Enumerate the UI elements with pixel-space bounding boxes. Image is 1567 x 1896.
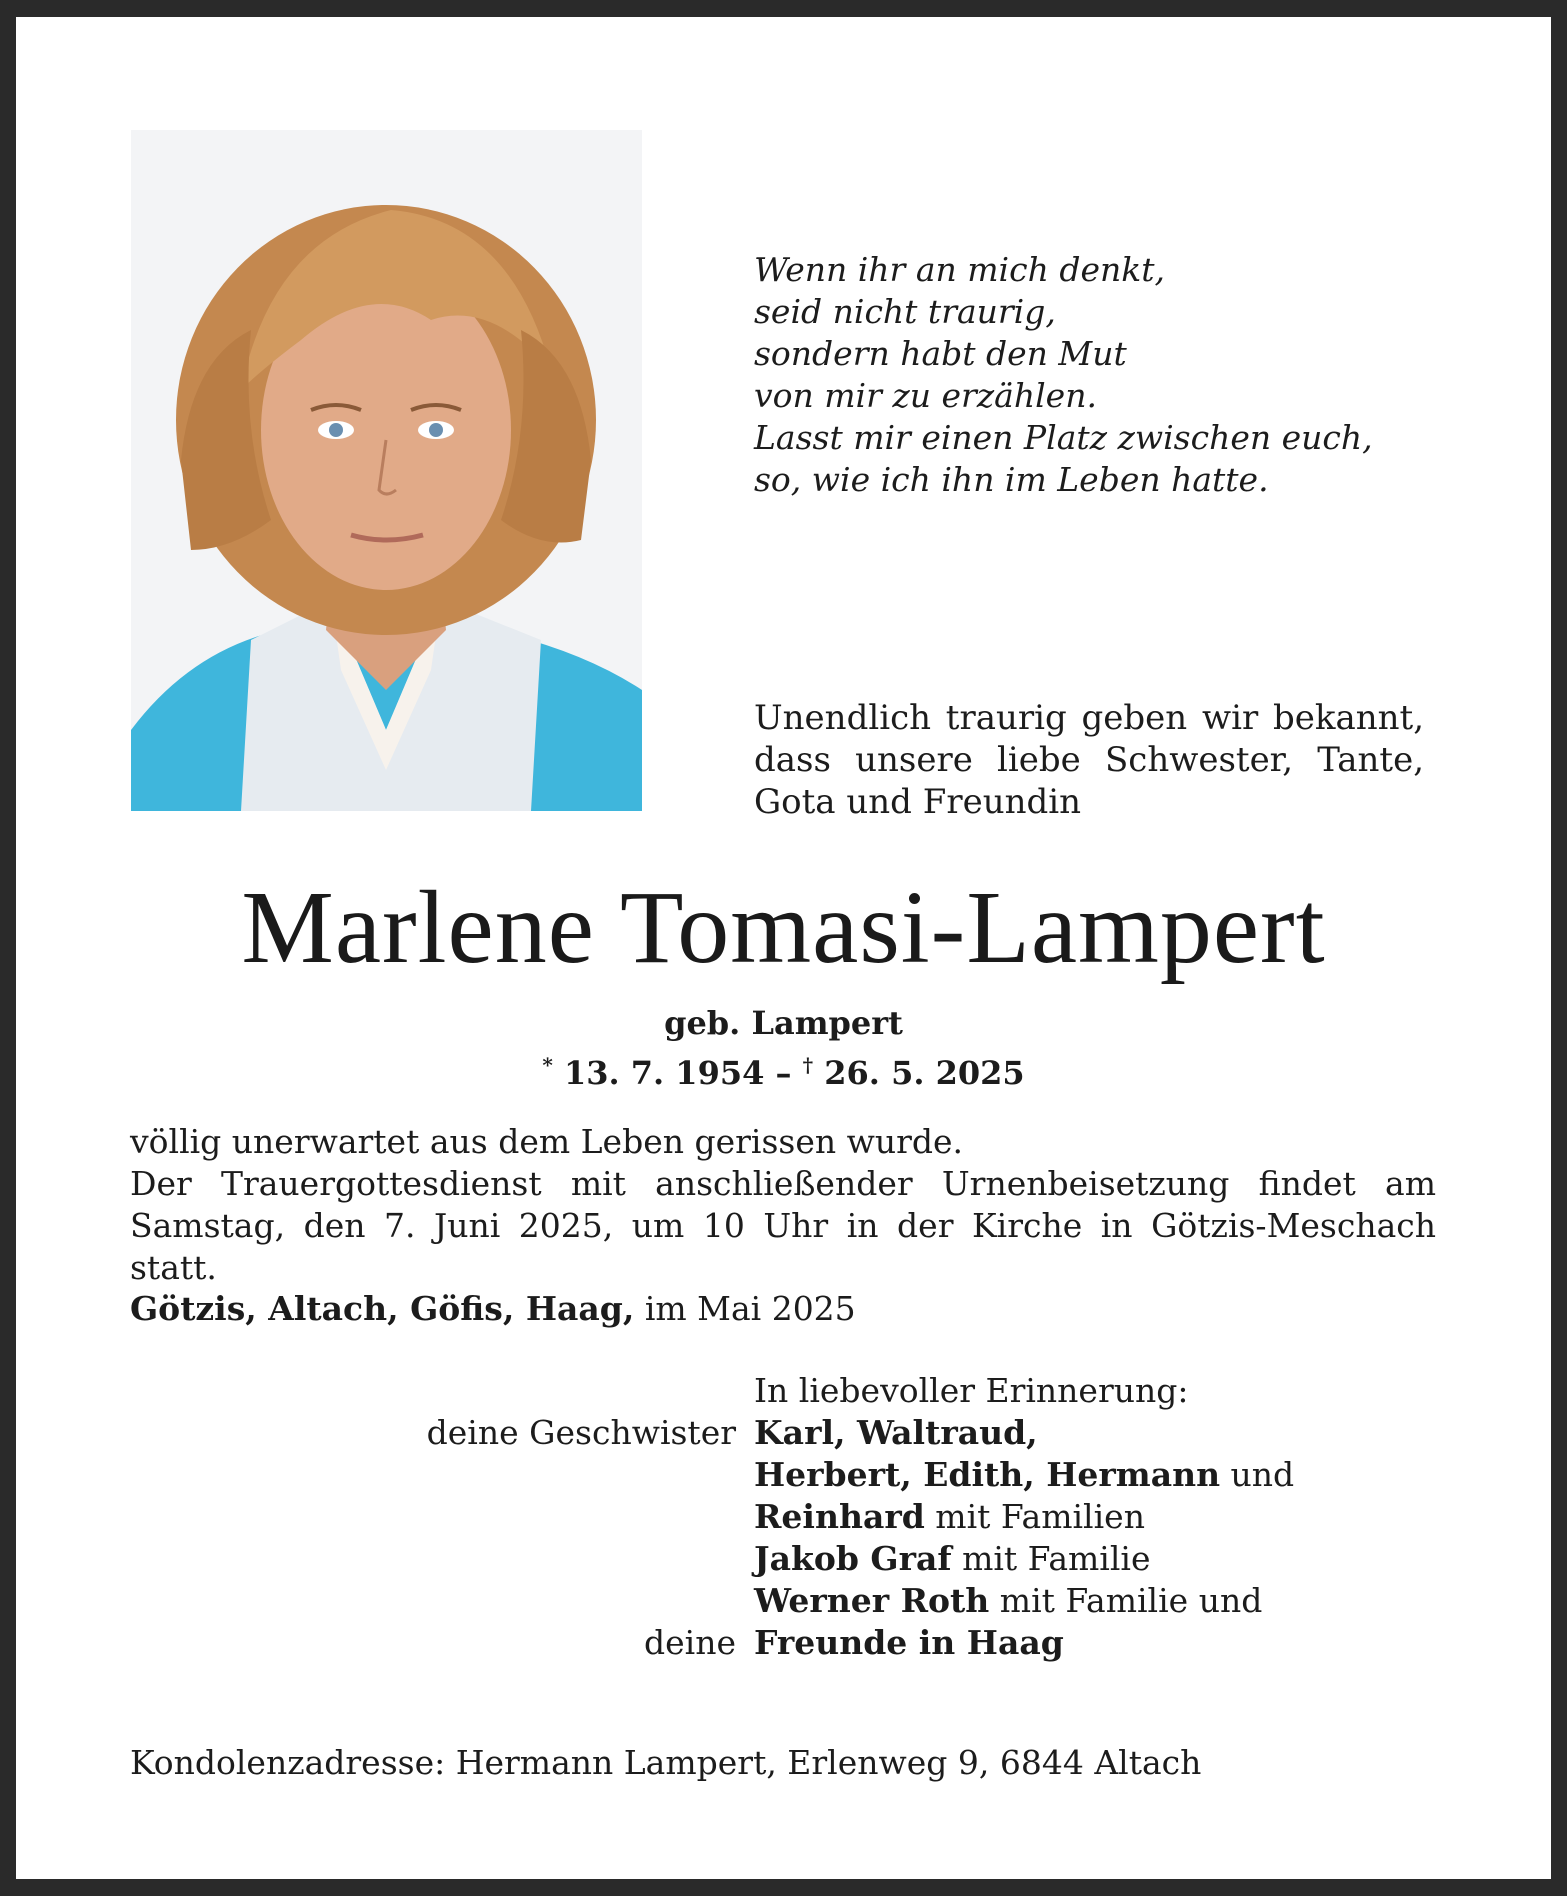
memory-heading: In liebevoller Erinnerung: [754,1371,1189,1410]
announcement-body [130,1121,1436,1289]
death-date: 26. 5. 2025 [824,1054,1025,1092]
intro-line: Gota und Freundin [754,782,1082,822]
obituary-page [16,17,1551,1879]
signature-bold: Jakob Graf [754,1539,952,1578]
body-line: Der Trauergottesdienst mit anschließender Urnenbeisetzung findet am [130,1164,1436,1203]
signature-bold: Reinhard [754,1497,925,1536]
places-and-date [130,1288,856,1330]
announcement-intro [754,697,1424,823]
signature-rest: und [1220,1455,1295,1494]
poem [754,249,1474,501]
signature-rest: mit Familie [951,1539,1151,1578]
body-line: völlig unerwartet aus dem Leben gerissen wurde. [130,1122,964,1161]
signature-bold: Herbert, Edith, Hermann [754,1455,1221,1494]
portrait-photo [131,130,642,811]
poem-line: Lasst mir einen Platz zwischen euch, [754,418,1373,457]
date-separator: – [764,1054,803,1092]
signature-line [754,1454,1294,1496]
signature-line [754,1496,1145,1538]
birth-date: 13. 7. 1954 [563,1054,765,1092]
signature-bold: Freunde in Haag [754,1623,1064,1662]
birth-symbol: * [542,1053,553,1077]
signature-line [754,1412,1038,1454]
intro-line: Unendlich traurig geben wir bekannt, [754,698,1424,738]
signature-line [754,1580,1262,1622]
poem-line: von mir zu erzählen. [754,376,1097,415]
portrait-illustration [131,130,642,811]
poem-line: Wenn ihr an mich denkt, [754,250,1165,289]
deceased-name: Marlene Tomasi-Lampert [241,870,1326,985]
poem-line: seid nicht traurig, [754,292,1056,331]
death-symbol: † [802,1053,814,1077]
life-dates [16,1044,1551,1094]
signature-bold: Werner Roth [754,1581,990,1620]
places-date: im Mai 2025 [634,1289,856,1328]
signature-line [754,1622,1064,1664]
body-line: Samstag, den 7. Juni 2025, um 10 Uhr in der Kirche in Götzis-Meschach statt. [130,1206,1436,1287]
signature-left-siblings: deine Geschwister [426,1413,736,1452]
signature-rest: mit Familien [924,1497,1145,1536]
poem-line: so, wie ich ihn im Leben hatte. [754,460,1269,499]
signature-rest: mit Familie und [989,1581,1263,1620]
birth-name: geb. Lampert [664,1004,903,1042]
poem-line: sondern habt den Mut [754,334,1127,373]
signature-bold: Karl, Waltraud, [754,1413,1038,1452]
signature-line [754,1538,1151,1580]
intro-line: dass unsere liebe Schwester, Tante, [754,740,1424,780]
signature-left-friends: deine [644,1623,736,1662]
places-bold: Götzis, Altach, Göfis, Haag, [130,1289,635,1328]
condolence-address: Kondolenzadresse: Hermann Lampert, Erlenweg 9, 6844 Altach [130,1743,1202,1782]
